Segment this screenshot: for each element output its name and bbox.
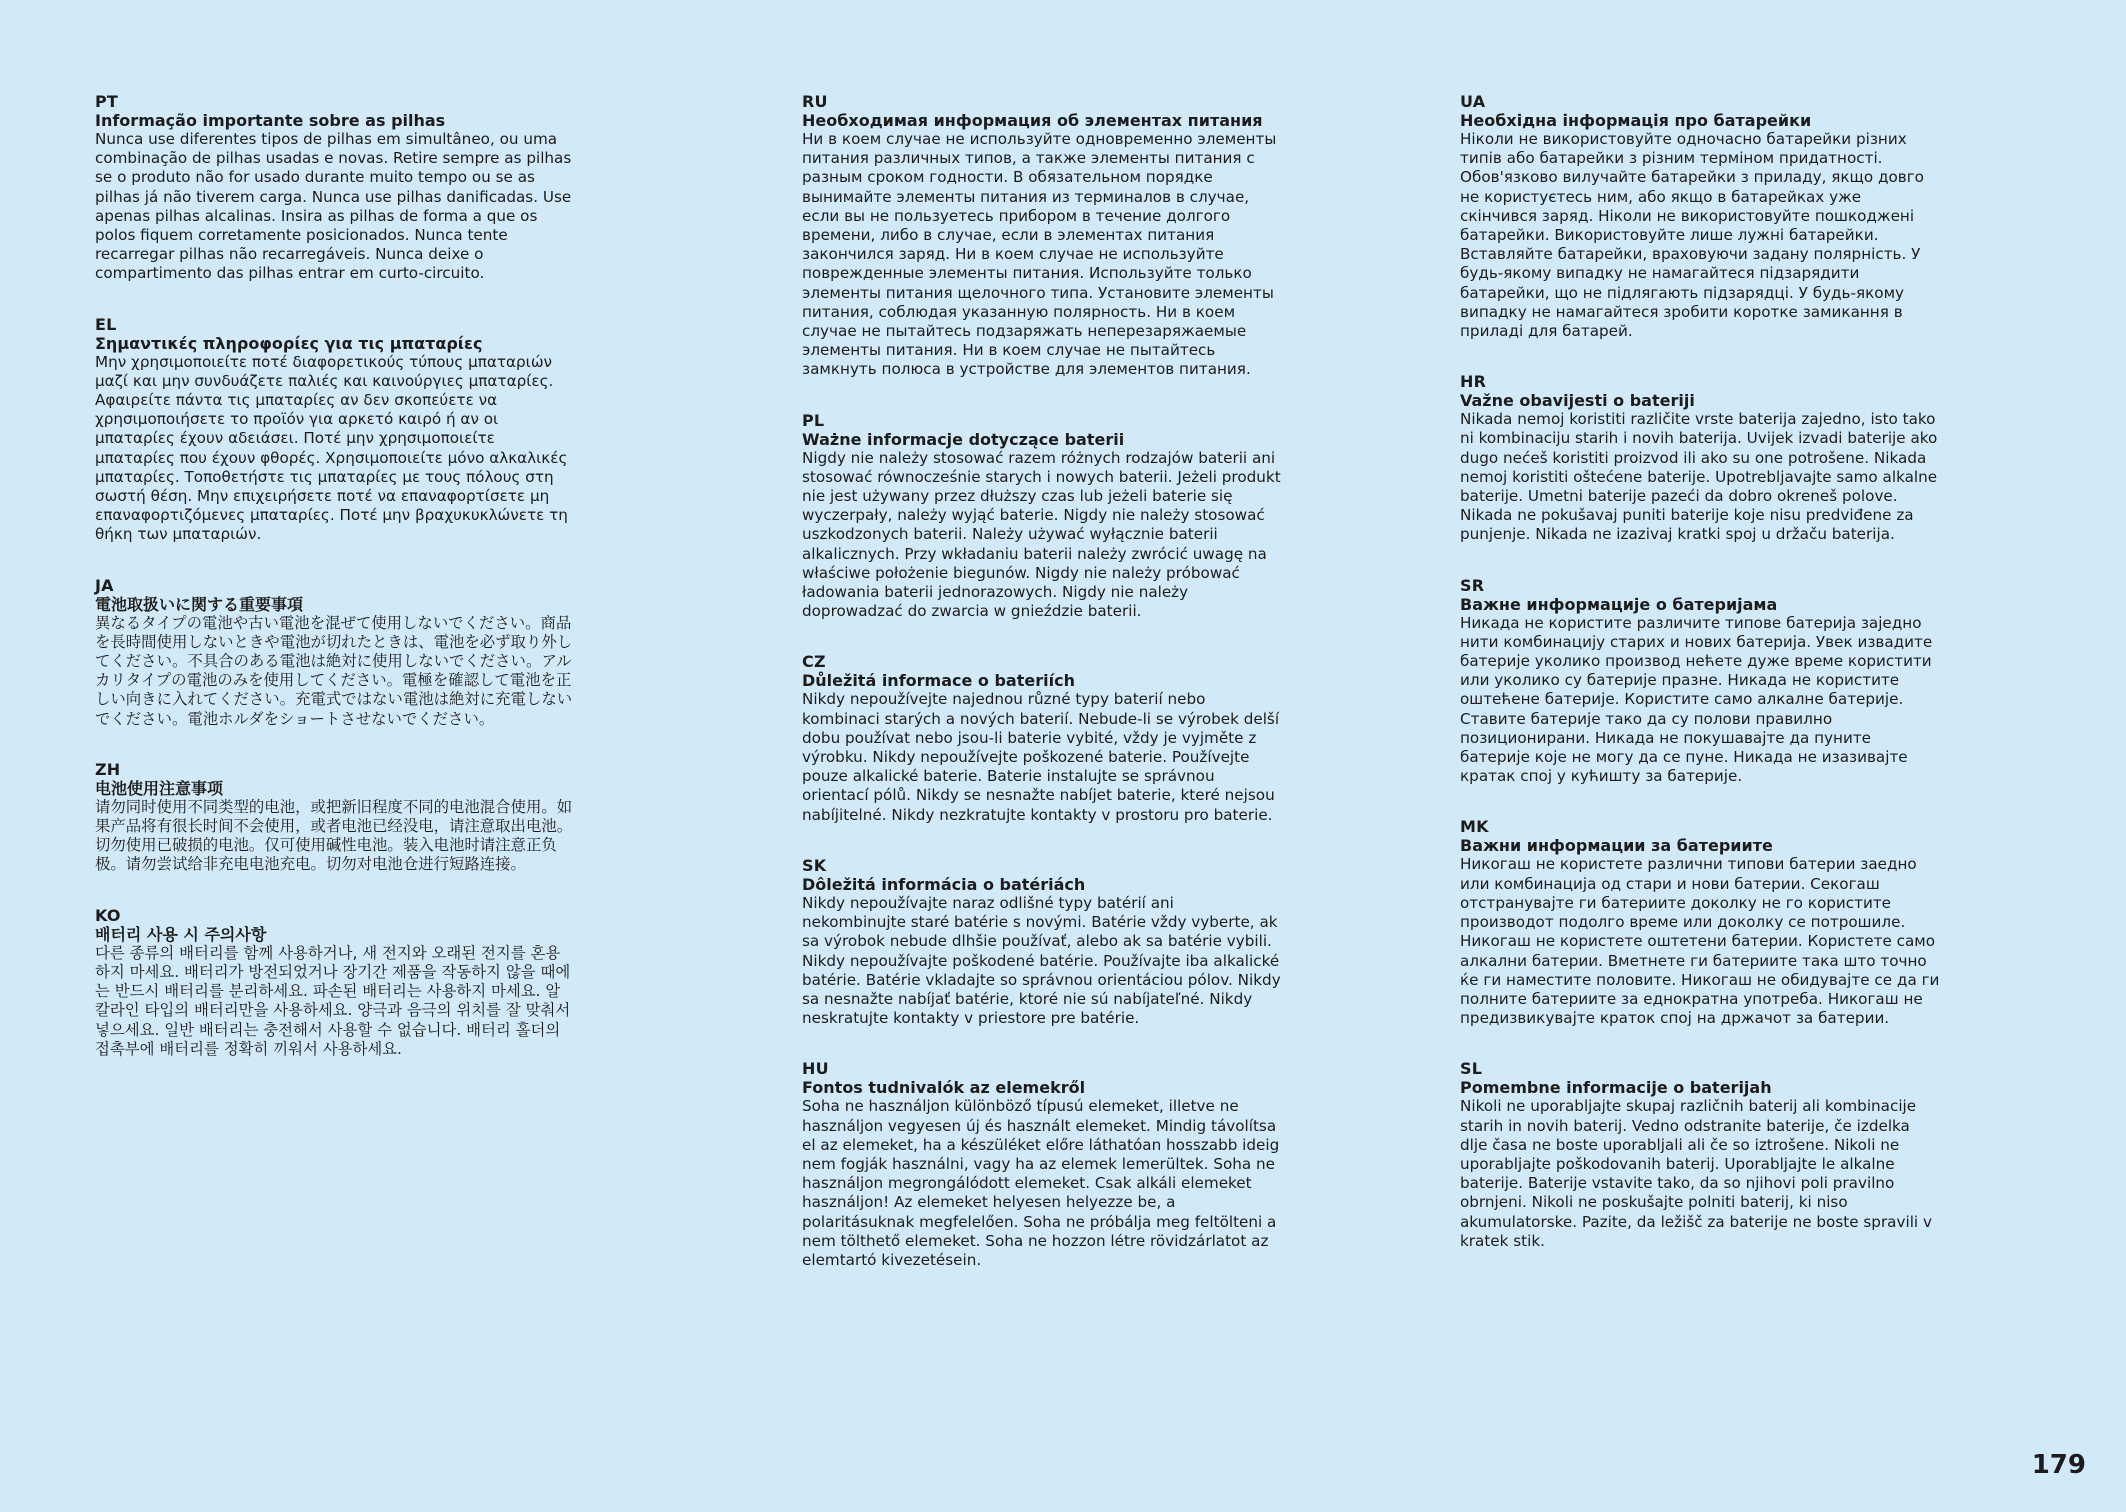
section-text: Никада не користите различите типове батерија заједно нити комбинацију старих и нових батерија. Увек извадите батерије уколико производ нећете дуже време користити или уколико су батерије празне. Никада не користите оштећене батерије. Користите само алкалне батерије. Ставите батерије тако да су полови правилно позиционирани. Никада не покушавајте да пуните батерије које не могу да се пуне. Никада не изазивајте кратак спој у кућишту за батерије. [1460,613,1933,786]
section-heading: Důležitá informace o bateriích [802,671,1075,691]
column-right [1460,92,1940,1282]
section-heading: Pomembne informacije o baterijah [1460,1078,1772,1098]
language-code: PL [802,410,825,430]
section-heading: Необходимая информация об элементах питания [802,111,1263,130]
section-text: Nikdy nepoužívajte naraz odlišné typy batérií ani nekombinujte staré batérie s novými. Batérie vždy vyberte, ak sa výrobok nebude dlhšie používať, alebo ak sa batérie vybili. Nikdy nepoužívajte poškodené batérie. Používajte iba alkalické batérie. Batérie vkladajte so správnou orientáciou pólov. Nikdy sa nesnažte nabíjať batérie, ktoré nie sú nabíjateľné. Nikdy neskratujte kontakty v priestore pre batérie. [802,893,1281,1028]
section-zh [95,760,575,875]
section-heading: 电池使用注意事项 [95,778,224,798]
language-code: SK [802,855,827,875]
section-cz [802,652,1282,824]
language-code: UA [1460,92,1486,111]
section-hr [1460,372,1940,544]
section-text: Soha ne használjon különböző típusú elemeket, illetve ne használjon vegyesen új és használt elemeket. Mindig távolítsa el az elemeket, ha a készüléket előre láthatóan hosszabb ideig nem fogják használni, vagy ha az elemek lemerültek. Soha ne használjon megrongálódott elemeket. Csak alkáli elemeket használjon! Az elemeket helyesen helyezze be, a polaritásuknak megfelelően. Soha ne próbálja meg feltölteni a nem tölthető elemeket. Soha ne hozzon létre rövidzárlatot az elemtartó kivezetésein. [802,1097,1280,1269]
section-ua [1460,92,1940,341]
language-code: ZH [95,759,121,779]
section-ru [802,92,1282,380]
language-code: KO [95,905,121,925]
language-code: EL [95,314,117,334]
section-heading: Важне информације о батеријама [1460,594,1778,614]
section-text: 请勿同时使用不同类型的电池，或把新旧程度不同的电池混合使用。如果产品将有很长时间不会使用，或者电池已经没电，请注意取出电池。切勿使用已破损的电池。仅可使用碱性电池。装入电池时请注意正负极。请勿尝试给非充电电池充电。切勿对电池仓进行短路连接。 [95,797,573,874]
language-code: MK [1460,817,1489,837]
language-code: CZ [802,652,826,672]
section-heading: 배터리 사용 시 주의사항 [95,924,267,944]
language-code: SR [1460,575,1485,595]
language-code: RU [802,92,828,111]
section-heading: Важни информации за батериите [1460,836,1773,856]
section-text: Μην χρησιμοποιείτε ποτέ διαφορετικούς τύπους μπαταριών μαζί και μην συνδυάζετε παλιές και καινούργιες μπαταρίες. Αφαιρείτε πάντα τις μπαταρίες αν δεν σκοπεύετε να χρησιμοποιήσετε το προϊόν για αρκετό καιρό ή αν οι μπαταρίες έχουν αδειάσει. Ποτέ μην χρησιμοποιείτε μπαταρίες που έχουν φθορές. Χρησιμοποιείτε μόνο αλκαλικές μπαταρίες. Τοποθετήστε τις μπαταρίες με τους πόλους στη σωστή θέση. Μην επιχειρήσετε ποτέ να επαναφορτίσετε μη επαναφορτιζόμενες μπαταρίες. Ποτέ μην βραχυκυκλώνετε τη θήκη των μπαταριών. [95,352,568,544]
section-text: Nikdy nepoužívejte najednou různé typy baterií nebo kombinaci starých a nových baterií. Nebude-li se výrobek delší dobu používat nebo jsou-li baterie vybité, vždy je vyjměte z výrobku. Nikdy nepoužívejte poškozené baterie. Používejte pouze alkalické baterie. Baterie instalujte se správnou orientací pólů. Nikdy se nesnažte nabíjet baterie, které nejsou nabíjitelné. Nikdy nezkratujte kontakty v prostoru pro baterie. [802,690,1280,824]
section-el [95,315,575,545]
section-heading: Važne obavijesti o bateriji [1460,391,1695,411]
section-pt [95,92,575,284]
section-text: 異なるタイプの電池や古い電池を混ぜて使用しないでください。商品を長時間使用しないときや電池が切れたときは、電池を必ず取り外してください。不具合のある電池は絶対に使用しないでください。アルカリタイプの電池のみを使用してください。電極を確認して電池を正しい向きに入れてください。充電式ではない電池は絶対に充電しないでください。電池ホルダをショートさせないでください。 [95,613,573,728]
section-mk [1460,817,1940,1028]
section-ko [95,906,575,1059]
language-code: SL [1460,1059,1483,1079]
section-heading: 電池取扱いに関する重要事項 [95,594,304,614]
language-code: HU [802,1059,829,1079]
section-heading: Dôležitá informácia o batériách [802,874,1086,894]
section-hu [802,1059,1282,1270]
column-left [95,92,575,1090]
section-sr [1460,576,1940,787]
section-sk [802,856,1282,1028]
section-heading: Ważne informacje dotyczące baterii [802,429,1125,449]
section-heading: Fontos tudnivalók az elemekről [802,1078,1086,1098]
section-text: 다른 종류의 배터리를 함께 사용하거나, 새 전지와 오래된 전지를 혼용하지 마세요. 배터리가 방전되었거나 장기간 제품을 작동하지 않을 때에는 반드시 배터리를 분리하세요. 파손된 배터리는 사용하지 마세요. 알칼라인 타입의 배터리만을 사용하세요. 양극과 음극의 위치를 잘 맞춰서 넣으세요. 일반 배터리는 충전해서 사용할 수 없습니다. 배터리 홀더의 접촉부에 배터리를 정확히 끼워서 사용하세요. [95,943,571,1058]
section-heading: Informação importante sobre as pilhas [95,111,446,130]
section-text: Ніколи не використовуйте одночасно батарейки різних типів або батарейки з різним терміном придатності. Обов'язково вилучайте батарейки з приладу, якщо довго не користуєтесь ним, або якщо в батарейках уже скінчився заряд. Ніколи не використовуйте пошкоджені батарейки. Використовуйте лише лужні батарейки. Вставляйте батарейки, враховуючи задану полярність. У будь-якому випадку не намагайтеся підзарядити батарейки, що не підлягають підзарядці. У будь-якому випадку не намагайтеся зробити коротке замикання в приладі для батарей. [1460,130,1924,341]
section-text: Ни в коем случае не используйте одновременно элементы питания различных типов, а также элементы питания с разным сроком годности. В обязательном порядке вынимайте элементы питания из терминалов в случае, если вы не пользуетесь прибором в течение долгого времени, либо в случае, если в элементах питания закончился заряд. Ни в коем случае не используйте поврежденные элементы питания. Используйте только элементы питания щелочного типа. Установите элементы питания, соблюдая указанную полярность. Ни в коем случае не пытайтесь подзаряжать неперезаряжаемые элементы питания. Ни в коем случае не пытайтесь замкнуть полюса в устройстве для элементов питания. [802,130,1277,379]
section-heading: Необхідна інформація про батарейки [1460,111,1812,130]
section-text: Nikoli ne uporabljajte skupaj različnih baterij ali kombinacije starih in novih baterij. Vedno odstranite baterije, če izdelka dlje časa ne boste uporabljali ali če so iztrošene. Nikoli ne uporabljajte poškodovanih baterij. Uporabljajte le alkalne baterije. Baterije vstavite tako, da so njihovi poli pravilno obrnjeni. Nikoli ne poskušajte polniti baterij, ki niso akumulatorske. Pazite, da ležišč za baterije ne boste spravili v kratek stik. [1460,1097,1932,1250]
page-number: 179 [2031,1450,2086,1480]
section-text: Nigdy nie należy stosować razem różnych rodzajów baterii ani stosować równocześnie starych i nowych baterii. Jeżeli produkt nie jest używany przez dłuższy czas lub jeżeli baterie się wyczerpały, należy wyjąć baterie. Nigdy nie należy stosować uszkodzonych baterii. Należy używać wyłącznie baterii alkalicznych. Przy wkładaniu baterii należy zwrócić uwagę na właściwe położenie biegunów. Nigdy nie należy próbować ładowania baterii jednorazowych. Nigdy nie należy doprowadzać do zwarcia w gnieździe baterii. [802,448,1281,621]
language-code: PT [95,92,119,111]
section-text: Nikada nemoj koristiti različite vrste baterija zajedno, isto tako ni kombinaciju starih i novih baterija. Uvijek izvadi baterije ako dugo nećeš koristiti proizvod ili ako su one potrošene. Nikada nemoj koristiti oštećene baterije. Upotrebljavajte samo alkalne baterije. Umetni baterije pazeći da dobro okreneš polove. Nikada ne pokušavaj puniti baterije koje nisu predviđene za punjenje. Nikada ne izazivaj kratki spoj u držaču baterija. [1460,410,1938,544]
language-code: JA [95,575,114,595]
section-text: Никогаш не користете различни типови батерии заедно или комбинација од стари и нови батерии. Секогаш отстранувајте ги батериите доколку не го користите производот подолго време или доколку се потрошиле. Никогаш не користете оштетени батерии. Користете само алкални батерии. Вметнете ги батериите така што точно ќе ги наместите половите. Никогаш не обидувајте се да ги полните батериите за еднократна употреба. Никогаш не предизвикувајте краток спој на држачот за батерии. [1460,855,1940,1028]
column-middle [802,92,1282,1301]
section-pl [802,411,1282,622]
section-heading: Σημαντικές πληροφορίες για τις μπαταρίες [95,333,483,353]
language-code: HR [1460,372,1487,392]
section-ja [95,576,575,729]
section-text: Nunca use diferentes tipos de pilhas em simultâneo, ou uma combinação de pilhas usadas e novas. Retire sempre as pilhas se o produto não for usado durante muito tempo ou se as pilhas já não tiverem carga. Nunca use pilhas danificadas. Use apenas pilhas alcalinas. Insira as pilhas de forma a que os polos fiquem corretamente posicionados. Nunca tente recarregar pilhas não recarregáveis. Nunca deixe o compartimento das pilhas entrar em curto-circuito. [95,130,572,283]
section-sl [1460,1059,1940,1251]
